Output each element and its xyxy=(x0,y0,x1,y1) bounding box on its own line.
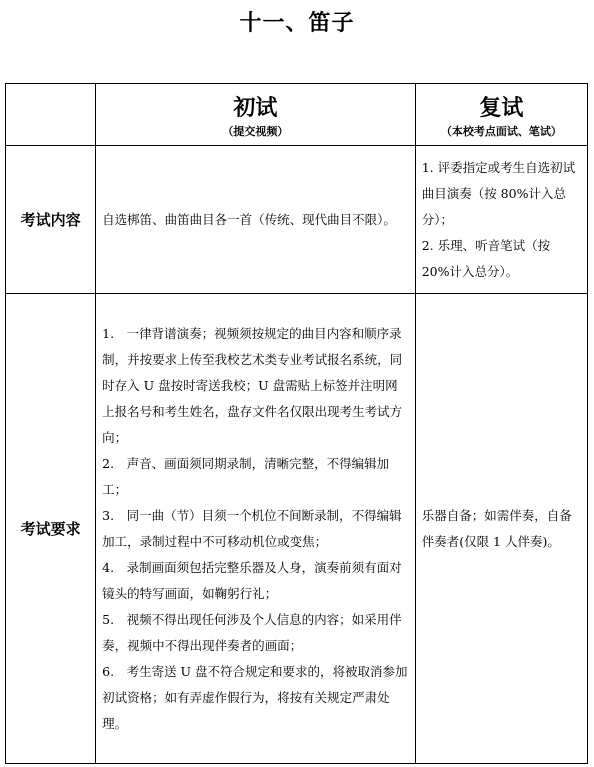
requirement-item: 3. 同一曲（节）目须一个机位不间断录制，不得编辑加工，录制过程中不可移动机位或变焦； xyxy=(102,507,402,549)
page-title: 十一、笛子 xyxy=(239,10,355,36)
table-header-row xyxy=(6,84,588,146)
header-retest xyxy=(415,84,587,146)
row-label-content: 考试内容 xyxy=(6,146,96,294)
header-preliminary-title: 初试 xyxy=(233,94,278,121)
header-preliminary xyxy=(96,84,416,146)
requirements-preliminary xyxy=(96,294,416,764)
content-retest-item: 2. 乐理、听音笔试（按 20%计入总分）。 xyxy=(421,237,551,279)
header-preliminary-note: （提交视频） xyxy=(222,124,289,138)
table-row xyxy=(6,294,588,764)
content-retest-item: 1. 评委指定或考生自选初试曲目演奏（按 80%计入总分）； xyxy=(421,159,576,227)
requirement-item: 1. 一律背谱演奏；视频须按规定的曲目内容和顺序录制，并按要求上传至我校艺术类专业考试报名系统，同时存入 U 盘按时寄送我校；U 盘需贴上标签并注明网上报名号和考生姓名，盘存文件名仅限出现考生考试方向； xyxy=(102,325,403,445)
requirement-item: 4. 录制画面须包括完整乐器及人身，演奏前须有面对镜头的特写画面，如鞠躬行礼； xyxy=(102,559,402,601)
header-retest-title: 复试 xyxy=(479,94,524,121)
requirements-retest: 乐器自备；如需伴奏，自备伴奏者(仅限 1 人伴奏)。 xyxy=(415,294,587,764)
requirement-item: 5. 视频不得出现任何涉及个人信息的内容；如采用伴奏，视频中不得出现伴奏者的画面； xyxy=(102,611,402,653)
table-row xyxy=(6,146,588,294)
row-label-requirements: 考试要求 xyxy=(6,294,96,764)
exam-table xyxy=(5,83,588,764)
requirement-item: 2. 声音、画面须同期录制，清晰完整，不得编辑加工； xyxy=(102,455,390,497)
header-retest-note: （本校考点面试、笔试） xyxy=(440,124,562,138)
header-empty-cell xyxy=(6,84,96,146)
requirement-item: 6. 考生寄送 U 盘不符合规定和要求的，将被取消参加初试资格；如有弄虚作假行为，将按有关规定严肃处理。 xyxy=(102,663,408,731)
content-retest xyxy=(415,146,587,294)
content-preliminary: 自选梆笛、曲笛曲目各一首（传统、现代曲目不限）。 xyxy=(96,146,416,294)
